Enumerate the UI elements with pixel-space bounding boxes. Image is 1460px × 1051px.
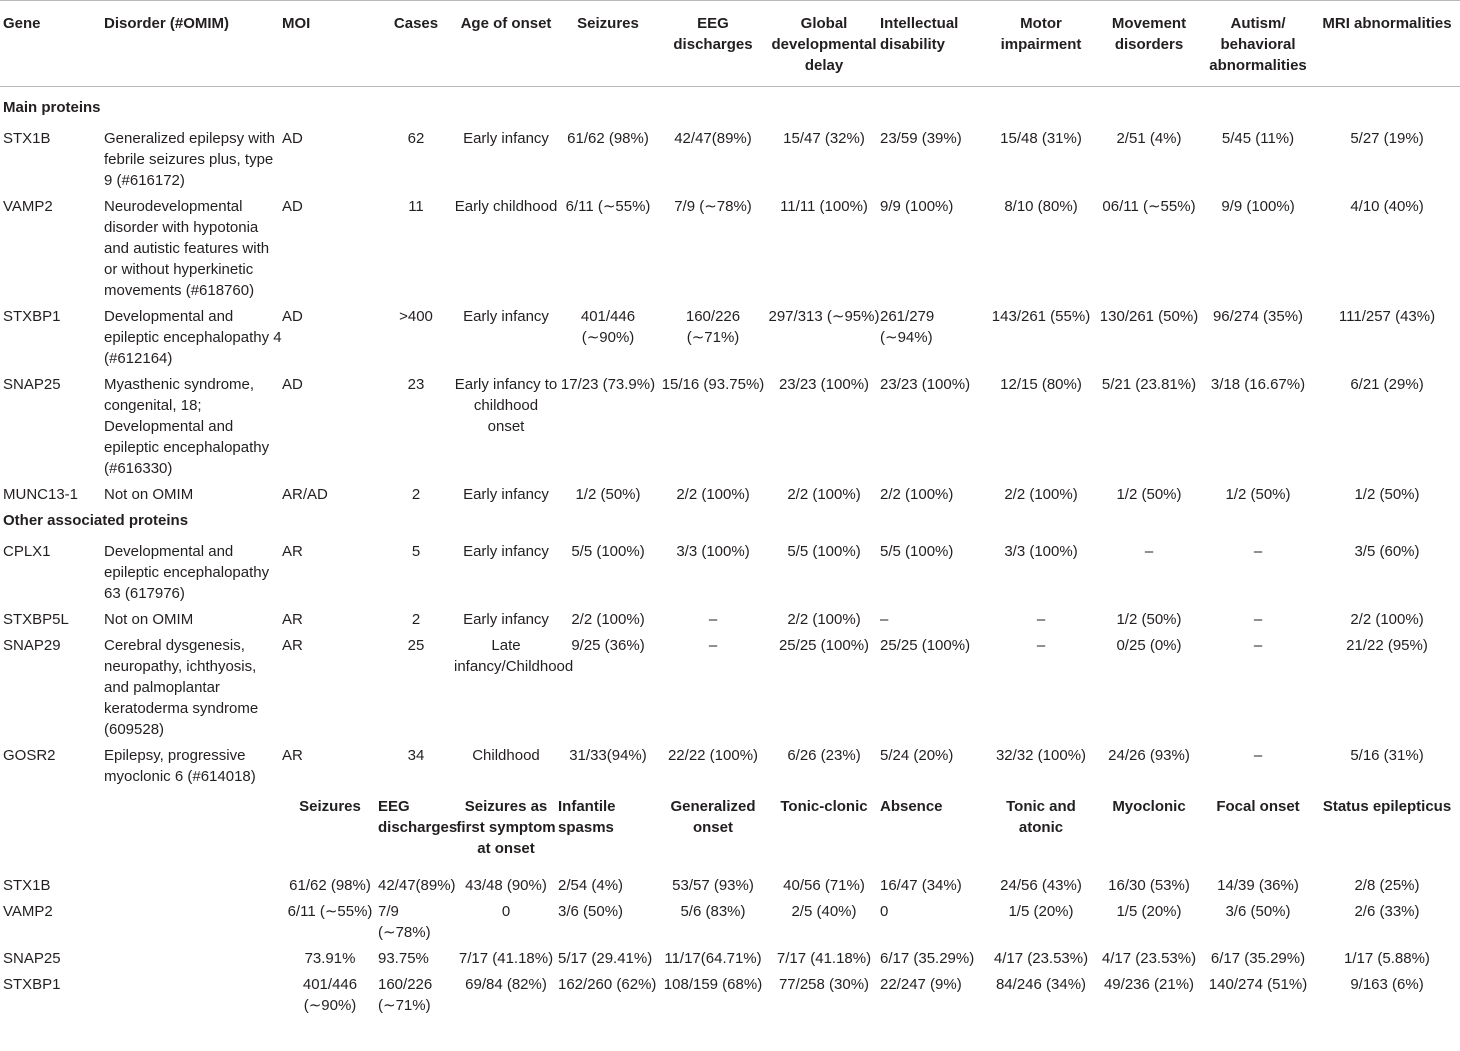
cell-moi: AR/AD (282, 486, 328, 503)
cell-cases: 2 (411, 611, 421, 628)
cell-generalized-onset: 5/6 (83%) (680, 903, 746, 920)
cell-intellectual: 5/24 (20%) (880, 747, 954, 764)
cell-myoclonic: 49/236 (21%) (1103, 976, 1195, 993)
cell-age-of-onset: Childhood (472, 747, 540, 764)
col-header-tonic-atonic: Tonic and atonic (1006, 798, 1076, 836)
cell-motor: 3/3 (100%) (1004, 543, 1078, 560)
cell-seizures: 2/2 (100%) (571, 611, 645, 628)
cell-mri: 5/27 (19%) (1350, 130, 1424, 147)
table-row (0, 873, 1460, 899)
cell-gene: STXBP1 (3, 308, 61, 325)
cell-global-delay: 25/25 (100%) (778, 637, 870, 654)
cell-eeg: 160/226 (∼71%) (378, 976, 433, 1014)
cell-autism: – (1253, 747, 1263, 764)
cell-first-symptom: 43/48 (90%) (465, 877, 547, 894)
cell-autism: 9/9 (100%) (1221, 198, 1295, 215)
col-header-infantile-spasms: Infantile spasms (558, 798, 616, 836)
cell-intellectual: 261/279 (∼94%) (880, 308, 935, 346)
cell-infantile-spasms: 5/17 (29.41%) (558, 950, 653, 967)
cell-moi: AR (282, 611, 303, 628)
cell-intellectual: 5/5 (100%) (880, 543, 954, 560)
cell-movement: 1/2 (50%) (1116, 611, 1182, 628)
cell-cases: 2 (411, 486, 421, 503)
col-header-global-delay: Global developmental delay (768, 1, 880, 87)
cell-moi: AR (282, 543, 303, 560)
table-row (0, 372, 1460, 482)
cell-movement: 130/261 (50%) (1099, 308, 1199, 325)
table-row (0, 194, 1460, 304)
cell-seizures: 6/11 (∼55%) (287, 903, 373, 920)
cell-seizures: 31/33(94%) (569, 747, 647, 764)
table-row (0, 946, 1460, 972)
cell-disorder: Epilepsy, progressive myoclonic 6 (#614018) (104, 747, 256, 785)
cell-gene: MUNC13-1 (3, 486, 79, 503)
cell-gene: VAMP2 (3, 198, 53, 215)
table-row (0, 304, 1460, 372)
cell-seizures: 1/2 (50%) (575, 486, 641, 503)
col-header-movement: Movement disorders (1096, 1, 1202, 87)
cell-global-delay: 2/2 (100%) (787, 611, 861, 628)
cell-movement: 1/2 (50%) (1116, 486, 1182, 503)
cell-generalized-onset: 108/159 (68%) (663, 976, 763, 993)
cell-disorder: Developmental and epileptic encephalopathy 4 (#612164) (104, 308, 282, 367)
cell-tonic-clonic: 77/258 (30%) (778, 976, 870, 993)
cell-cases: 5 (411, 543, 421, 560)
cell-absence: 0 (880, 903, 889, 920)
cell-eeg: 22/22 (100%) (667, 747, 759, 764)
col-header-eeg-2: EEG discharges (378, 798, 458, 836)
cell-movement: 2/51 (4%) (1116, 130, 1182, 147)
cell-disorder: Not on OMIM (104, 611, 194, 628)
col-header-generalized-onset: Generalized onset (670, 798, 756, 836)
table-row (0, 899, 1460, 946)
cell-motor: 12/15 (80%) (1000, 376, 1082, 393)
cell-intellectual: – (880, 611, 889, 628)
table1-header-row (0, 1, 1460, 87)
cell-disorder: Cerebral dysgenesis, neuropathy, ichthyosis, and palmoplantar keratoderma syndrome (609528) (104, 637, 259, 738)
cell-myoclonic: 1/5 (20%) (1116, 903, 1182, 920)
cell-gene: CPLX1 (3, 543, 51, 560)
blank-cell (104, 790, 282, 873)
cell-eeg: 160/226 (∼71%) (685, 308, 741, 346)
cell-eeg: 93.75% (378, 950, 429, 967)
cell-disorder: Developmental and epileptic encephalopathy 63 (617976) (104, 543, 270, 602)
cell-intellectual: 25/25 (100%) (880, 637, 971, 654)
cell-cases: 62 (407, 130, 425, 147)
table-row (0, 539, 1460, 607)
table-row (0, 126, 1460, 194)
cell-age-of-onset: Early infancy (463, 130, 549, 147)
seizure-table (0, 790, 1460, 1019)
cell-intellectual: 9/9 (100%) (880, 198, 954, 215)
cell-motor: 2/2 (100%) (1004, 486, 1078, 503)
cell-eeg: 42/47(89%) (378, 877, 456, 894)
cell-cases: 23 (407, 376, 425, 393)
cell-seizures: 9/25 (36%) (571, 637, 645, 654)
cell-movement: – (1144, 543, 1154, 560)
blank-cell (0, 790, 104, 873)
cell-eeg: 42/47(89%) (674, 130, 752, 147)
cell-absence: 6/17 (35.29%) (880, 950, 975, 967)
col-header-absence: Absence (880, 798, 943, 815)
cell-disorder: Generalized epilepsy with febrile seizures plus, type 9 (#616172) (104, 130, 275, 189)
cell-autism: 96/274 (35%) (1212, 308, 1304, 325)
cell-age-of-onset: Early infancy to childhood onset (454, 376, 558, 435)
cell-generalized-onset: 11/17(64.71%) (664, 950, 762, 967)
cell-seizures: 5/5 (100%) (571, 543, 645, 560)
cell-moi: AR (282, 637, 303, 654)
cell-blank (104, 946, 282, 972)
cell-movement: 5/21 (23.81%) (1101, 376, 1197, 393)
cell-focal-onset: 14/39 (36%) (1217, 877, 1299, 894)
cell-motor: 32/32 (100%) (995, 747, 1087, 764)
cell-infantile-spasms: 3/6 (50%) (558, 903, 624, 920)
section-title: Other associated proteins (3, 512, 189, 529)
col-header-age-of-onset: Age of onset (454, 1, 558, 87)
cell-focal-onset: 3/6 (50%) (1225, 903, 1291, 920)
cell-autism: – (1253, 543, 1263, 560)
cell-focal-onset: 6/17 (35.29%) (1210, 950, 1306, 967)
cell-age-of-onset: Early infancy (463, 486, 549, 503)
col-header-status-epilepticus: Status epilepticus (1322, 798, 1452, 815)
section-row (0, 508, 1460, 539)
cell-moi: AD (282, 198, 303, 215)
col-header-intellectual: Intellectual disability (880, 1, 986, 87)
cell-age-of-onset: Early childhood (454, 198, 558, 215)
cell-gene: STXBP1 (3, 976, 61, 993)
cell-absence: 16/47 (34%) (880, 877, 962, 894)
col-header-cases: Cases (378, 1, 454, 87)
cell-gene: STX1B (3, 130, 51, 147)
cell-moi: AD (282, 130, 303, 147)
cell-moi: AR (282, 747, 303, 764)
table-row (0, 607, 1460, 633)
cell-intellectual: 2/2 (100%) (880, 486, 954, 503)
cell-mri: 111/257 (43%) (1338, 308, 1436, 325)
cell-mri: 21/22 (95%) (1346, 637, 1428, 654)
cell-autism: 5/45 (11%) (1221, 130, 1295, 147)
cell-blank (104, 972, 282, 1019)
cell-status-epilepticus: 2/8 (25%) (1354, 877, 1420, 894)
cell-tonic-clonic: 2/5 (40%) (791, 903, 857, 920)
cell-mri: 6/21 (29%) (1350, 376, 1424, 393)
col-header-disorder: Disorder (#OMIM) (104, 1, 282, 87)
cell-motor: 143/261 (55%) (991, 308, 1091, 325)
cell-gene: SNAP25 (3, 950, 61, 967)
cell-first-symptom: 0 (501, 903, 511, 920)
cell-cases: 25 (407, 637, 425, 654)
cell-age-of-onset: Early infancy (463, 308, 549, 325)
cell-myoclonic: 16/30 (53%) (1108, 877, 1190, 894)
cell-tonic-clonic: 7/17 (41.18%) (776, 950, 872, 967)
cell-intellectual: 23/23 (100%) (880, 376, 971, 393)
table-row (0, 743, 1460, 790)
cell-status-epilepticus: 9/163 (6%) (1350, 976, 1424, 993)
cell-motor: – (1036, 611, 1046, 628)
cell-seizures: 61/62 (98%) (289, 877, 371, 894)
cell-eeg: – (708, 611, 718, 628)
cell-myoclonic: 4/17 (23.53%) (1101, 950, 1197, 967)
cell-global-delay: 297/313 (∼95%) (768, 308, 880, 325)
cell-mri: 5/16 (31%) (1350, 747, 1424, 764)
cell-gene: STX1B (3, 877, 51, 894)
cell-seizures: 73.91% (304, 950, 356, 967)
col-header-eeg: EEG discharges (658, 1, 768, 87)
cell-mri: 2/2 (100%) (1350, 611, 1424, 628)
cell-motor: – (1036, 637, 1046, 654)
cell-intellectual: 23/59 (39%) (880, 130, 962, 147)
cell-status-epilepticus: 1/17 (5.88%) (1344, 950, 1430, 967)
cell-autism: – (1253, 637, 1263, 654)
cell-eeg: 2/2 (100%) (676, 486, 750, 503)
cell-gene: VAMP2 (3, 903, 53, 920)
cell-mri: 3/5 (60%) (1354, 543, 1420, 560)
cell-tonic-atonic: 1/5 (20%) (1008, 903, 1074, 920)
section-row (0, 87, 1460, 127)
cell-status-epilepticus: 2/6 (33%) (1354, 903, 1420, 920)
cell-seizures: 401/446 (∼90%) (302, 976, 358, 1014)
cell-tonic-atonic: 24/56 (43%) (1000, 877, 1082, 894)
cell-autism: 3/18 (16.67%) (1210, 376, 1306, 393)
cell-seizures: 61/62 (98%) (567, 130, 649, 147)
col-header-autism: Autism/ behavioral abnormalities (1202, 1, 1314, 87)
col-header-seizures-2: Seizures (299, 798, 361, 815)
col-header-moi: MOI (282, 1, 378, 87)
cell-tonic-clonic: 40/56 (71%) (783, 877, 865, 894)
table2-header-row (0, 790, 1460, 873)
cell-mri: 1/2 (50%) (1354, 486, 1420, 503)
cell-infantile-spasms: 162/260 (62%) (558, 976, 657, 993)
col-header-gene: Gene (0, 1, 104, 87)
cell-movement: 0/25 (0%) (1116, 637, 1182, 654)
cell-tonic-atonic: 84/246 (34%) (995, 976, 1087, 993)
cell-age-of-onset: Early infancy (463, 543, 549, 560)
cell-moi: AD (282, 376, 303, 393)
cell-motor: 15/48 (31%) (1000, 130, 1082, 147)
col-header-motor: Motor impairment (986, 1, 1096, 87)
cell-autism: 1/2 (50%) (1225, 486, 1291, 503)
col-header-focal-onset: Focal onset (1216, 798, 1300, 815)
cell-global-delay: 6/26 (23%) (787, 747, 861, 764)
col-header-mri: MRI abnormalities (1314, 1, 1460, 87)
cell-global-delay: 2/2 (100%) (787, 486, 861, 503)
cell-movement: 24/26 (93%) (1108, 747, 1190, 764)
cell-movement: 06/11 (∼55%) (1102, 198, 1196, 215)
cell-seizures: 401/446 (∼90%) (580, 308, 636, 346)
cell-eeg: 7/9 (∼78%) (674, 198, 752, 215)
cell-absence: 22/247 (9%) (880, 976, 962, 993)
cell-cases: 34 (407, 747, 425, 764)
col-header-tonic-clonic: Tonic-clonic (780, 798, 868, 815)
cell-blank (104, 873, 282, 899)
cell-disorder: Myasthenic syndrome, congenital, 18; Developmental and epileptic encephalopathy (#616330) (104, 376, 270, 477)
cell-global-delay: 23/23 (100%) (778, 376, 870, 393)
cell-age-of-onset: Late infancy/Childhood (454, 637, 574, 675)
col-header-seizures: Seizures (558, 1, 658, 87)
cell-infantile-spasms: 2/54 (4%) (558, 877, 624, 894)
table-row (0, 972, 1460, 1019)
cell-autism: – (1253, 611, 1263, 628)
cell-cases: 11 (408, 198, 424, 215)
cell-gene: STXBP5L (3, 611, 69, 628)
cell-eeg: 15/16 (93.75%) (661, 376, 765, 393)
cell-cases: >400 (399, 308, 433, 325)
cell-moi: AD (282, 308, 303, 325)
cell-eeg: 3/3 (100%) (676, 543, 750, 560)
cell-global-delay: 11/11 (100%) (780, 198, 868, 215)
section-title: Main proteins (3, 99, 101, 116)
cell-eeg: – (708, 637, 718, 654)
cell-global-delay: 5/5 (100%) (787, 543, 861, 560)
cell-first-symptom: 7/17 (41.18%) (458, 950, 554, 967)
cell-disorder: Not on OMIM (104, 486, 194, 503)
table-row (0, 633, 1460, 743)
cell-seizures: 6/11 (∼55%) (565, 198, 651, 215)
cell-generalized-onset: 53/57 (93%) (672, 877, 754, 894)
cell-motor: 8/10 (80%) (1004, 198, 1078, 215)
cell-age-of-onset: Early infancy (463, 611, 549, 628)
col-header-myoclonic: Myoclonic (1112, 798, 1186, 815)
cell-first-symptom: 69/84 (82%) (465, 976, 547, 993)
cell-disorder: Neurodevelopmental disorder with hypotonia and autistic features with or without hyperkinetic movements (#618760) (104, 198, 270, 299)
col-header-first-symptom: Seizures as first symptom at onset (456, 798, 556, 857)
cell-seizures: 17/23 (73.9%) (560, 376, 656, 393)
cell-blank (104, 899, 282, 946)
cell-global-delay: 15/47 (32%) (783, 130, 865, 147)
table-row (0, 482, 1460, 508)
cell-gene: SNAP25 (3, 376, 61, 393)
cell-gene: SNAP29 (3, 637, 61, 654)
cell-mri: 4/10 (40%) (1350, 198, 1424, 215)
cell-gene: GOSR2 (3, 747, 56, 764)
cell-tonic-atonic: 4/17 (23.53%) (993, 950, 1089, 967)
cell-eeg: 7/9 (∼78%) (378, 903, 431, 941)
cell-focal-onset: 140/274 (51%) (1208, 976, 1308, 993)
